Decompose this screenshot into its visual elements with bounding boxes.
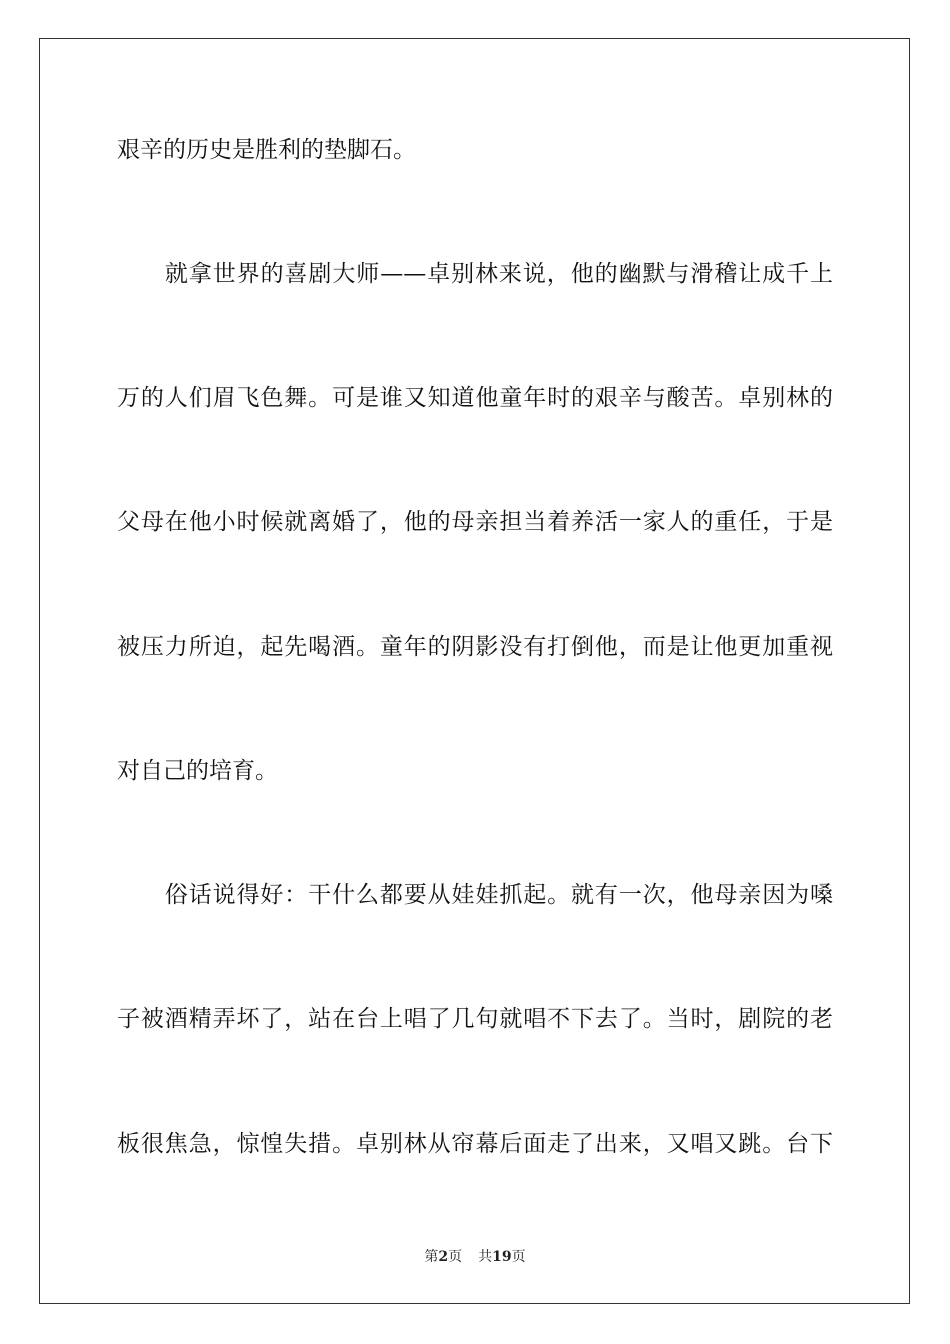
text-line-3: 万的人们眉飞色舞。可是谁又知道他童年时的艰辛与酸苦。卓别林的	[117, 385, 833, 411]
page-number: 2	[438, 1249, 449, 1265]
text-line-1: 艰辛的历史是胜利的垫脚石。	[117, 137, 416, 163]
page-border	[39, 38, 910, 1304]
text-line-2: 就拿世界的喜剧大师——卓别林来说，他的幽默与滑稽让成千上	[117, 261, 833, 287]
page-footer	[0, 1248, 950, 1266]
text-line-5: 被压力所迫，起先喝酒。童年的阴影没有打倒他，而是让他更加重视	[117, 634, 833, 660]
text-line-8: 子被酒精弄坏了，站在台上唱了几句就唱不下去了。当时，剧院的老	[117, 1006, 833, 1032]
text-line-6: 对自己的培育。	[117, 758, 278, 784]
total-pages: 19	[492, 1249, 512, 1265]
total-prefix: 共	[478, 1249, 493, 1265]
total-suffix: 页	[511, 1249, 526, 1265]
page-prefix: 第	[424, 1249, 439, 1265]
text-line-9: 板很焦急，惊惶失措。卓别林从帘幕后面走了出来，又唱又跳。台下	[117, 1131, 833, 1157]
page-suffix: 页	[448, 1249, 463, 1265]
text-line-4: 父母在他小时候就离婚了，他的母亲担当着养活一家人的重任，于是	[117, 509, 833, 535]
text-line-7: 俗话说得好：干什么都要从娃娃抓起。就有一次，他母亲因为嗓	[117, 882, 833, 908]
